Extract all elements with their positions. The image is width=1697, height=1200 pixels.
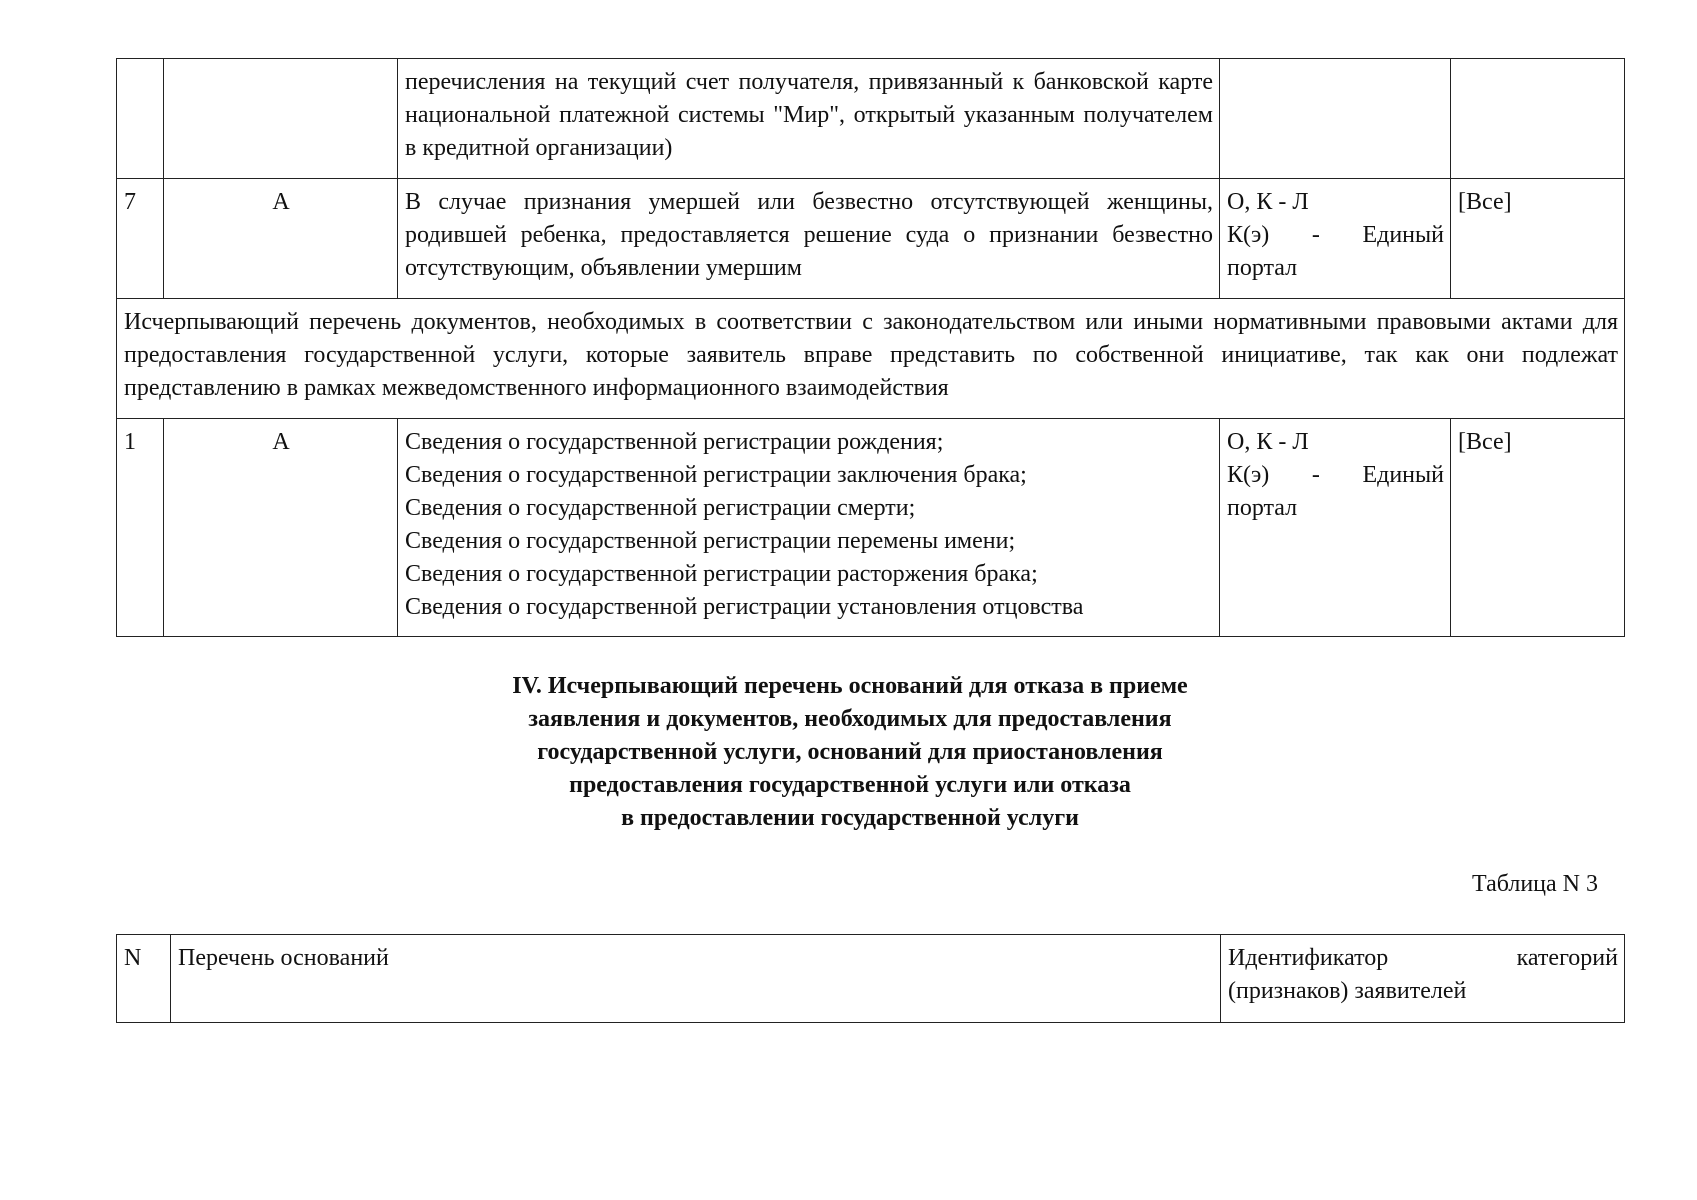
cell-scope: [Все] bbox=[1451, 419, 1625, 637]
cell-num: 7 bbox=[117, 179, 164, 299]
cell-category: А bbox=[164, 179, 398, 299]
table-header-row bbox=[117, 935, 1625, 1023]
header-num: N bbox=[117, 935, 171, 1023]
cell-num bbox=[117, 59, 164, 179]
form-line: портал bbox=[1227, 495, 1298, 521]
form-dash: - bbox=[1311, 462, 1320, 488]
cell-scope bbox=[1451, 59, 1625, 179]
heading-line: заявления и документов, необходимых для предоставления bbox=[528, 706, 1172, 732]
section-header-cell: Исчерпывающий перечень документов, необходимых в соответствии с законодательством или иными нормативными правовыми актами для предоставления государственной услуги, которые заявитель вправе представить по собственной инициативе, так как они подлежат представлению в рамках межведомственного информационного взаимодействия bbox=[117, 299, 1625, 419]
document-line: Сведения о государственной регистрации расторжения брака; bbox=[405, 561, 1038, 587]
form-line: О, К - Л bbox=[1227, 189, 1309, 215]
heading-line: государственной услуги, оснований для приостановления bbox=[537, 739, 1163, 765]
form-portal-word: Единый bbox=[1362, 462, 1444, 488]
section-heading bbox=[116, 670, 1584, 835]
document-line: Сведения о государственной регистрации заключения брака; bbox=[405, 462, 1027, 488]
form-portal-word: Единый bbox=[1362, 222, 1444, 248]
cell-document-text: В случае признания умершей или безвестно отсутствующей женщины, родившей ребенка, предоставляется решение суда о признании безвестно отсутствующим, объявлении умершим bbox=[398, 179, 1220, 299]
heading-line: предоставления государственной услуги или отказа bbox=[569, 772, 1131, 798]
header-reasons: Перечень оснований bbox=[171, 935, 1221, 1023]
cell-scope: [Все] bbox=[1451, 179, 1625, 299]
document-line: Сведения о государственной регистрации рождения; bbox=[405, 429, 944, 455]
form-dash: - bbox=[1311, 222, 1320, 248]
form-line: портал bbox=[1227, 255, 1298, 281]
cell-category bbox=[164, 59, 398, 179]
table-row bbox=[117, 59, 1625, 179]
cell-document-text bbox=[398, 419, 1220, 637]
section-header-row bbox=[117, 299, 1625, 419]
table-row bbox=[117, 419, 1625, 637]
cell-category: А bbox=[164, 419, 398, 637]
form-line: О, К - Л bbox=[1227, 429, 1309, 455]
form-line bbox=[1227, 219, 1444, 252]
form-code: К(э) bbox=[1227, 222, 1270, 248]
heading-line: в предоставлении государственной услуги bbox=[621, 805, 1079, 831]
refusal-reasons-table bbox=[116, 934, 1625, 1023]
cell-form bbox=[1220, 419, 1451, 637]
documents-table bbox=[116, 58, 1625, 637]
cell-num: 1 bbox=[117, 419, 164, 637]
document-line: Сведения о государственной регистрации установления отцовства bbox=[405, 594, 1084, 620]
document-line: Сведения о государственной регистрации перемены имени; bbox=[405, 528, 1016, 554]
table-caption: Таблица N 3 bbox=[1472, 871, 1598, 897]
document-line: Сведения о государственной регистрации смерти; bbox=[405, 495, 916, 521]
form-code: К(э) bbox=[1227, 462, 1270, 488]
cell-form bbox=[1220, 179, 1451, 299]
table-row bbox=[117, 179, 1625, 299]
header-identifier: Идентификатор категорий (признаков) заявителей bbox=[1221, 935, 1625, 1023]
cell-form bbox=[1220, 59, 1451, 179]
heading-line: IV. Исчерпывающий перечень оснований для отказа в приеме bbox=[512, 673, 1188, 699]
cell-document-text: перечисления на текущий счет получателя, привязанный к банковской карте национальной платежной системы "Мир", открытый указанным получателем в кредитной организации) bbox=[398, 59, 1220, 179]
form-line bbox=[1227, 459, 1444, 492]
